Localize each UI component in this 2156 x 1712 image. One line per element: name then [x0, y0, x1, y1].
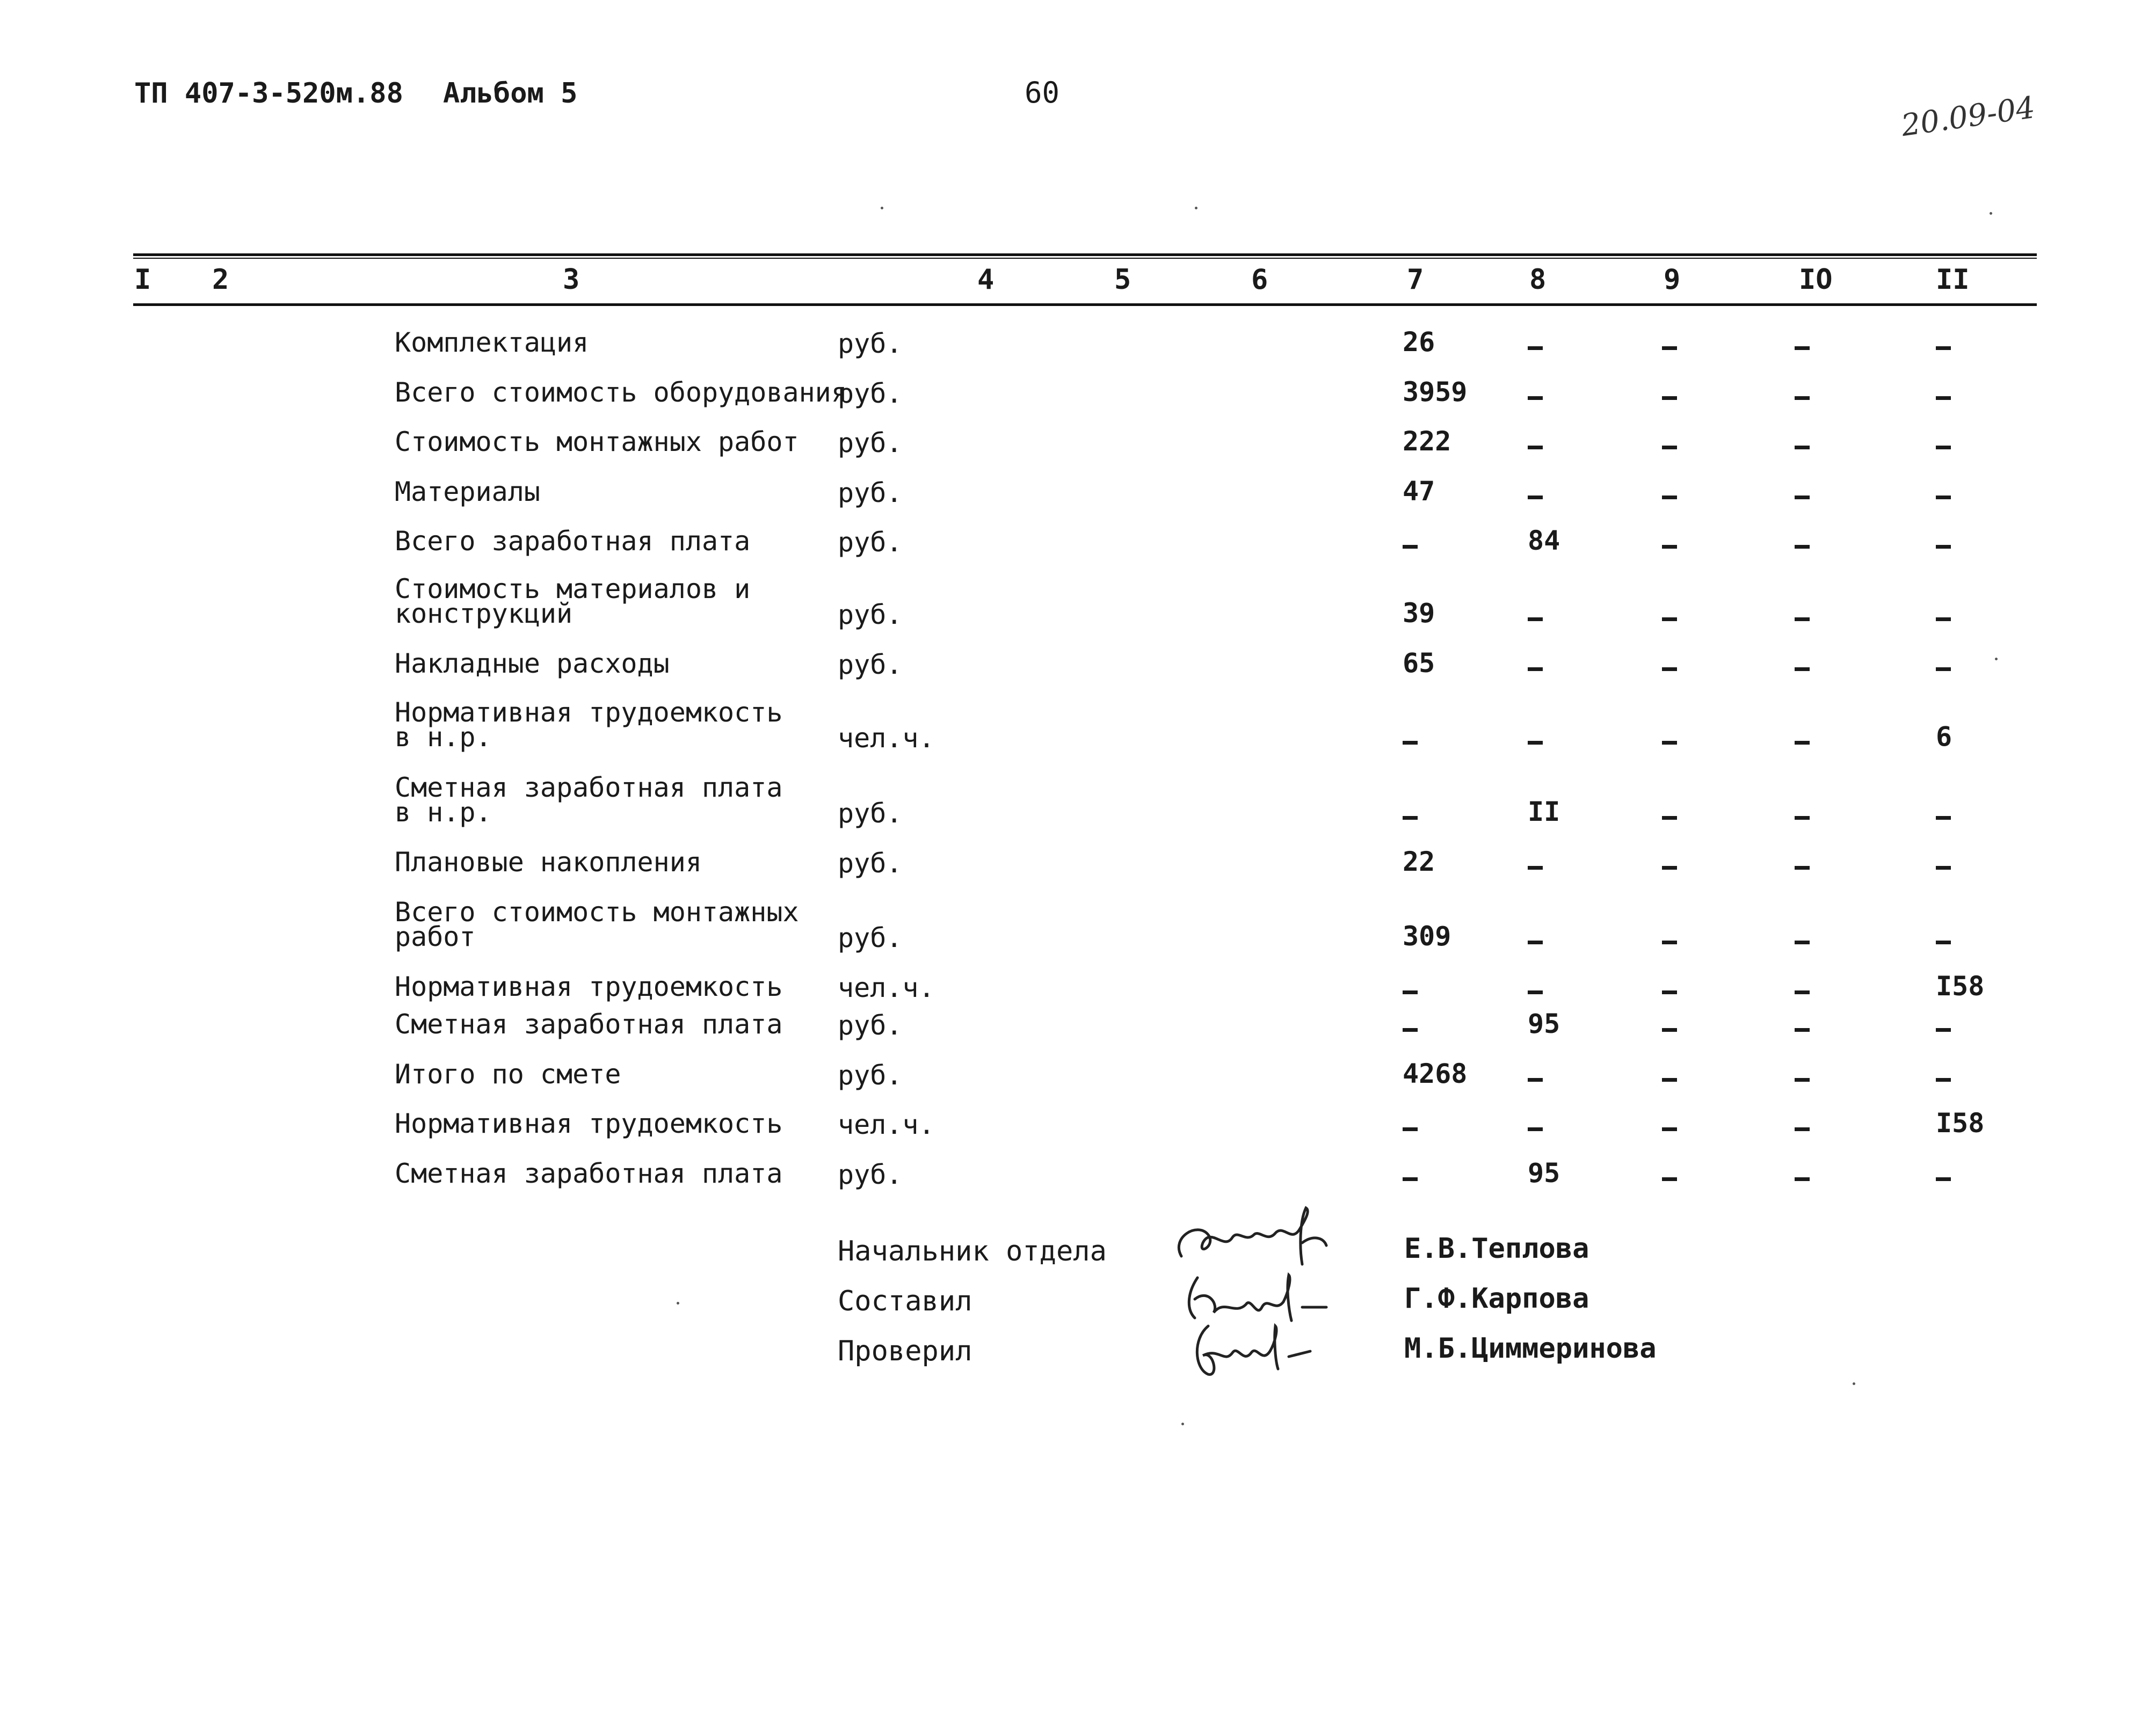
scan-speck	[1181, 1423, 1184, 1425]
cell-c7: 26	[1403, 326, 1435, 358]
cell-c7: 222	[1403, 426, 1451, 457]
cell-c11: 6	[1936, 721, 1952, 752]
cell-c7: 39	[1403, 598, 1435, 629]
cell-c8	[1528, 383, 1543, 410]
row-name-line: Стоимость монтажных работ	[395, 426, 799, 457]
dash-mark	[1936, 545, 1951, 549]
row-name-line: Стоимость материалов и	[395, 573, 751, 604]
row-unit: чел.ч.	[838, 723, 935, 754]
row-name-line: Плановые накопления	[395, 847, 702, 878]
row-name-line: конструкций	[395, 598, 573, 629]
row-unit: чел.ч.	[838, 972, 935, 1003]
cell-c10	[1795, 531, 1810, 558]
row-unit: руб.	[838, 922, 903, 953]
cell-c10	[1795, 803, 1810, 829]
cell-c9	[1662, 333, 1677, 360]
dash-mark	[1662, 617, 1677, 621]
row-name-line: работ	[395, 921, 476, 952]
cell-c7	[1403, 977, 1418, 1004]
signature-role-checked: Проверил	[838, 1335, 972, 1367]
row-name-line: в н.р.	[395, 797, 492, 828]
cell-c11	[1936, 1015, 1951, 1041]
cell-c7: 3959	[1403, 376, 1468, 407]
row-name-line: Накладные расходы	[395, 648, 670, 679]
row-unit: руб.	[838, 1159, 903, 1190]
dash-mark	[1403, 545, 1418, 549]
dash-mark	[1936, 941, 1951, 944]
row-name	[395, 971, 783, 1002]
scan-speck	[1990, 212, 1992, 215]
signature-name-checked: М.Б.Циммеринова	[1404, 1332, 1657, 1365]
row-unit: чел.ч.	[838, 1109, 935, 1140]
cell-c8	[1528, 432, 1543, 459]
column-number-2: 2	[212, 264, 229, 296]
dash-mark	[1795, 816, 1810, 820]
cell-c9	[1662, 803, 1677, 829]
dash-mark	[1662, 346, 1677, 350]
cell-c7	[1403, 1164, 1418, 1191]
column-number-7: 7	[1407, 264, 1424, 296]
column-number-5: 5	[1114, 264, 1131, 296]
cell-c11	[1936, 853, 1951, 879]
signature-name-compiled: Г.Ф.Карпова	[1404, 1283, 1589, 1315]
dash-mark	[1528, 741, 1543, 745]
row-name-line: Всего стоимость монтажных	[395, 897, 799, 928]
dash-mark	[1795, 446, 1810, 449]
row-name	[395, 377, 847, 408]
row-unit: руб.	[838, 328, 903, 359]
cell-c11	[1936, 604, 1951, 631]
page-number: 60	[1025, 76, 1060, 110]
column-number-11: II	[1936, 264, 1970, 296]
dash-mark	[1662, 446, 1677, 449]
dash-mark	[1936, 617, 1951, 621]
cell-c8: 84	[1528, 525, 1560, 556]
cell-c9	[1662, 977, 1677, 1004]
dash-mark	[1528, 866, 1543, 870]
dash-mark	[1795, 1078, 1810, 1082]
cell-c9	[1662, 432, 1677, 459]
cell-c9	[1662, 927, 1677, 954]
cell-c9	[1662, 1164, 1677, 1191]
cell-c8	[1528, 482, 1543, 509]
cell-c7	[1403, 1114, 1418, 1141]
cell-c8	[1528, 727, 1543, 754]
cell-c8	[1528, 1114, 1543, 1141]
column-number-6: 6	[1251, 264, 1268, 296]
row-name-line: Итого по смете	[395, 1059, 621, 1090]
dash-mark	[1795, 667, 1810, 671]
dash-mark	[1936, 1078, 1951, 1082]
cell-c8	[1528, 1065, 1543, 1091]
signature-role-compiled: Составил	[838, 1285, 972, 1317]
dash-mark	[1795, 346, 1810, 350]
cell-c7: 22	[1403, 846, 1435, 877]
cell-c11	[1936, 927, 1951, 954]
cell-c7: 309	[1403, 921, 1451, 952]
dash-mark	[1662, 667, 1677, 671]
cell-c11	[1936, 803, 1951, 829]
dash-mark	[1528, 1127, 1543, 1131]
row-name	[395, 847, 702, 878]
dash-mark	[1795, 496, 1810, 499]
column-number-9: 9	[1664, 264, 1681, 296]
row-unit: руб.	[838, 1060, 903, 1091]
scan-speck	[1853, 1382, 1855, 1385]
dash-mark	[1795, 1177, 1810, 1181]
row-name-line: Сметная заработная плата	[395, 1158, 783, 1189]
dash-mark	[1936, 1028, 1951, 1032]
table-header-rule	[133, 303, 2037, 306]
row-name-line: Нормативная трудоемкость	[395, 1108, 783, 1139]
cell-c7: 65	[1403, 647, 1435, 679]
row-name	[395, 897, 799, 952]
dash-mark	[1795, 545, 1810, 549]
row-unit: руб.	[838, 798, 903, 829]
cell-c9	[1662, 1065, 1677, 1091]
album-label: Альбом 5	[443, 77, 578, 110]
dash-mark	[1528, 990, 1543, 994]
cell-c8	[1528, 927, 1543, 954]
cell-c8	[1528, 604, 1543, 631]
cell-c9	[1662, 531, 1677, 558]
dash-mark	[1528, 396, 1543, 400]
row-name-line: в н.р.	[395, 722, 492, 753]
cell-c11: I58	[1936, 971, 1985, 1002]
signature-role-head: Начальник отдела	[838, 1235, 1107, 1267]
row-name-line: Комплектация	[395, 327, 589, 358]
cell-c8	[1528, 853, 1543, 879]
dash-mark	[1936, 1177, 1951, 1181]
cell-c8: 95	[1528, 1157, 1560, 1189]
row-name-line: Всего стоимость оборудования	[395, 377, 847, 408]
dash-mark	[1936, 446, 1951, 449]
row-name-line: Нормативная трудоемкость	[395, 971, 783, 1002]
cell-c10	[1795, 482, 1810, 509]
column-number-4: 4	[977, 264, 994, 296]
cell-c10	[1795, 604, 1810, 631]
dash-mark	[1795, 396, 1810, 400]
cell-c10	[1795, 383, 1810, 410]
row-name	[395, 1059, 621, 1090]
scan-speck	[1195, 207, 1197, 209]
dash-mark	[1795, 741, 1810, 745]
cell-c10	[1795, 1065, 1810, 1091]
row-name	[395, 476, 540, 507]
cell-c11: I58	[1936, 1108, 1985, 1139]
dash-mark	[1795, 941, 1810, 944]
row-name	[395, 573, 751, 629]
row-name-line: Сметная заработная плата	[395, 1009, 783, 1040]
dash-mark	[1528, 941, 1543, 944]
dash-mark	[1662, 1078, 1677, 1082]
dash-mark	[1662, 941, 1677, 944]
scan-speck	[881, 207, 883, 209]
dash-mark	[1662, 1127, 1677, 1131]
row-name	[395, 526, 751, 557]
cell-c10	[1795, 927, 1810, 954]
cell-c9	[1662, 727, 1677, 754]
cell-c7	[1403, 531, 1418, 558]
column-number-8: 8	[1529, 264, 1547, 296]
cell-c11	[1936, 333, 1951, 360]
cell-c8: II	[1528, 796, 1560, 827]
row-name	[395, 327, 589, 358]
cell-c10	[1795, 1164, 1810, 1191]
row-name	[395, 772, 783, 828]
cell-c11	[1936, 654, 1951, 681]
dash-mark	[1662, 741, 1677, 745]
cell-c10	[1795, 654, 1810, 681]
dash-mark	[1403, 816, 1418, 820]
dash-mark	[1795, 990, 1810, 994]
scan-speck	[677, 1302, 679, 1305]
cell-c8	[1528, 977, 1543, 1004]
dash-mark	[1795, 617, 1810, 621]
row-name-line: Всего заработная плата	[395, 526, 751, 557]
column-number-3: 3	[563, 264, 580, 296]
cell-c11	[1936, 383, 1951, 410]
row-name-line: Нормативная трудоемкость	[395, 697, 783, 728]
cell-c11	[1936, 1164, 1951, 1191]
row-unit: руб.	[838, 378, 903, 409]
dash-mark	[1403, 1177, 1418, 1181]
dash-mark	[1662, 1177, 1677, 1181]
row-unit: руб.	[838, 599, 903, 630]
row-unit: руб.	[838, 527, 903, 558]
row-unit: руб.	[838, 427, 903, 458]
dash-mark	[1528, 346, 1543, 350]
cell-c11	[1936, 531, 1951, 558]
dash-mark	[1662, 866, 1677, 870]
dash-mark	[1662, 816, 1677, 820]
cell-c11	[1936, 482, 1951, 509]
cell-c10	[1795, 977, 1810, 1004]
cell-c9	[1662, 383, 1677, 410]
cell-c9	[1662, 1015, 1677, 1041]
column-number-1: I	[134, 264, 151, 296]
cell-c7	[1403, 1015, 1418, 1041]
table-top-rule	[133, 253, 2037, 256]
row-unit: руб.	[838, 1010, 903, 1041]
row-name	[395, 1158, 783, 1189]
cell-c10	[1795, 333, 1810, 360]
table-top-rule-thin	[133, 258, 2037, 259]
dash-mark	[1795, 866, 1810, 870]
signature-name-head: Е.В.Теплова	[1404, 1233, 1589, 1265]
cell-c11	[1936, 1065, 1951, 1091]
signature-image-checked	[1181, 1318, 1321, 1382]
dash-mark	[1795, 1028, 1810, 1032]
row-unit: руб.	[838, 477, 903, 508]
dash-mark	[1662, 990, 1677, 994]
row-name	[395, 1009, 783, 1040]
dash-mark	[1936, 496, 1951, 499]
dash-mark	[1528, 1078, 1543, 1082]
cell-c9	[1662, 1114, 1677, 1141]
dash-mark	[1662, 545, 1677, 549]
row-unit: руб.	[838, 848, 903, 879]
row-name	[395, 648, 670, 679]
cell-c9	[1662, 482, 1677, 509]
cell-c7	[1403, 727, 1418, 754]
dash-mark	[1528, 496, 1543, 499]
cell-c9	[1662, 604, 1677, 631]
dash-mark	[1936, 667, 1951, 671]
cell-c10	[1795, 727, 1810, 754]
cell-c9	[1662, 654, 1677, 681]
dash-mark	[1936, 866, 1951, 870]
cell-c10	[1795, 432, 1810, 459]
dash-mark	[1662, 1028, 1677, 1032]
dash-mark	[1936, 346, 1951, 350]
dash-mark	[1403, 1028, 1418, 1032]
cell-c7	[1403, 803, 1418, 829]
cell-c10	[1795, 853, 1810, 879]
dash-mark	[1403, 1127, 1418, 1131]
cell-c11	[1936, 432, 1951, 459]
cell-c8	[1528, 654, 1543, 681]
cell-c7: 4268	[1403, 1058, 1468, 1089]
document-code: ТП 407-3-520м.88	[134, 77, 403, 110]
row-unit: руб.	[838, 649, 903, 680]
dash-mark	[1403, 741, 1418, 745]
cell-c8: 95	[1528, 1008, 1560, 1039]
dash-mark	[1528, 617, 1543, 621]
row-name	[395, 426, 799, 457]
signature-image-head	[1165, 1205, 1342, 1272]
dash-mark	[1403, 990, 1418, 994]
scan-speck	[1995, 658, 1998, 660]
row-name-line: Сметная заработная плата	[395, 772, 783, 803]
row-name	[395, 697, 783, 753]
cell-c7: 47	[1403, 476, 1435, 507]
row-name-line: Материалы	[395, 476, 540, 507]
dash-mark	[1936, 396, 1951, 400]
dash-mark	[1662, 396, 1677, 400]
cell-c10	[1795, 1114, 1810, 1141]
row-name	[395, 1108, 783, 1139]
cell-c8	[1528, 333, 1543, 360]
cell-c9	[1662, 853, 1677, 879]
dash-mark	[1528, 667, 1543, 671]
dash-mark	[1795, 1127, 1810, 1131]
cell-c10	[1795, 1015, 1810, 1041]
handwritten-date: 20.09-04	[1899, 90, 2037, 144]
column-number-10: IO	[1799, 264, 1833, 296]
dash-mark	[1936, 816, 1951, 820]
dash-mark	[1528, 446, 1543, 449]
dash-mark	[1662, 496, 1677, 499]
